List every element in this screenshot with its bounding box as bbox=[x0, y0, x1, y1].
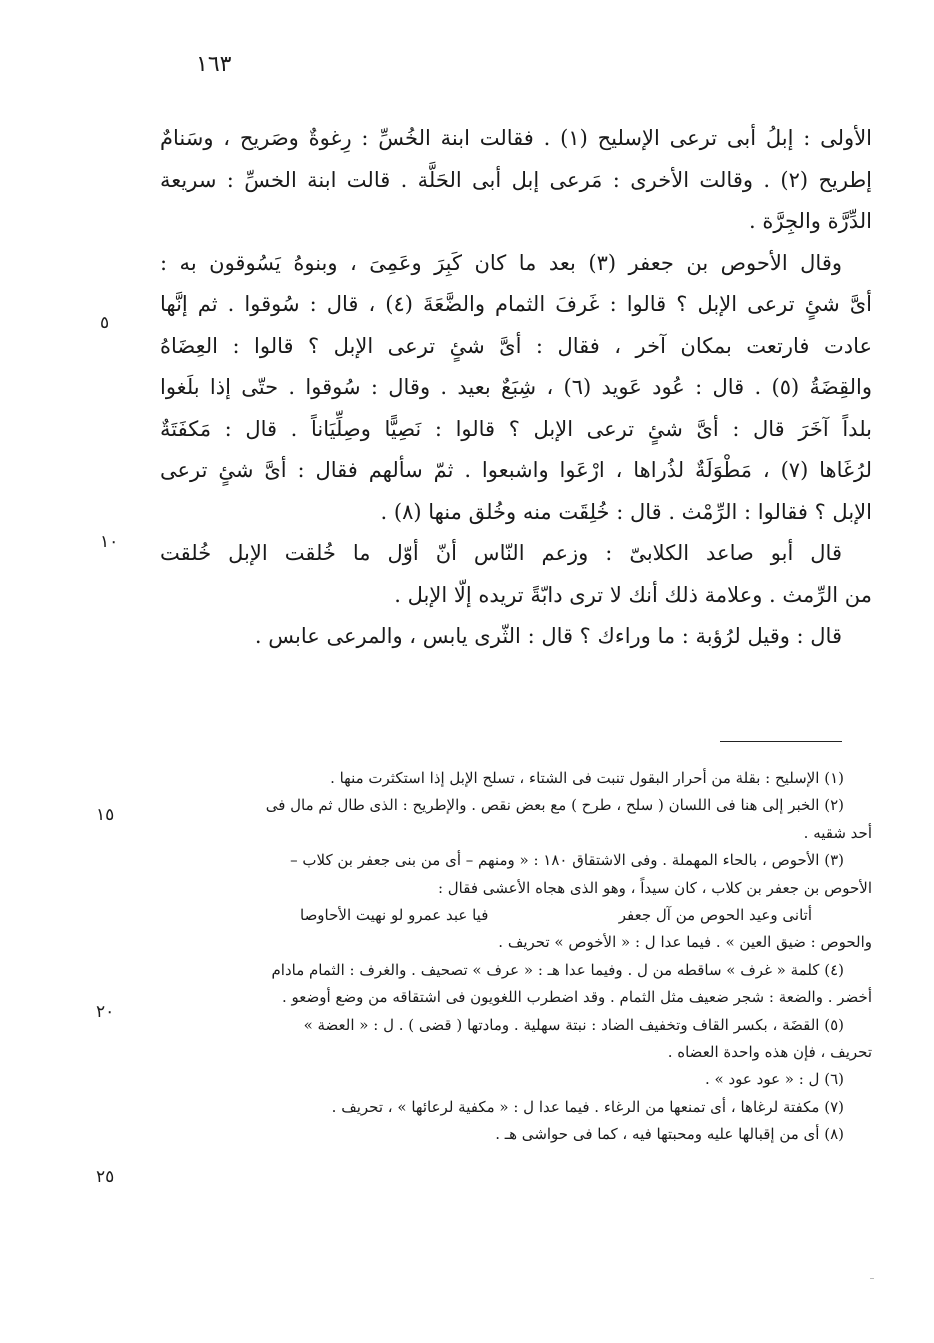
text-line: بلداً آخَرَ قال : أىَّ شئٍ ترعى الإبل ؟ قالوا : نَصِيًّا وصِلِّيَاناً . قال : مَكفَتَةٌ bbox=[160, 416, 872, 441]
footnote-line: تحريف ، فإن هذه واحدة العضاه . bbox=[667, 1042, 872, 1061]
text-line: من الرِّمث . وعلامة ذلك أنك لا ترى دابّةً تريده إلّا الإبل . bbox=[394, 582, 872, 607]
footnote-separator bbox=[720, 741, 842, 742]
footnote-line: (٦) ل : « عود عود » . bbox=[705, 1070, 844, 1089]
text-line: الإبل ؟ فقالوا : الرِّمْث . قال : خُلِقَت منه وخُلق منها (٨) . bbox=[380, 499, 872, 524]
verse-line bbox=[160, 902, 872, 929]
footnote-line: (٣) الأحوص ، بالحاء المهملة . وفى الاشتقاق ١٨٠ : « ومنهم – أى من بنى جعفر بن كلاب – bbox=[290, 851, 844, 870]
line-marker: ١٥ bbox=[96, 805, 115, 825]
text-line: قال أبو صاعد الكلابىّ : وزعم النّاس أنّ أوّل ما خُلقت الإبل خُلقت bbox=[160, 541, 842, 565]
text-line: إطريح (٢) . وقالت الأخرى : مَرعى إبل أبى الحَلَّة . قالت ابنة الخسِّ : سريعة bbox=[160, 167, 872, 192]
page-number: ١٦٣ bbox=[196, 52, 232, 77]
text-line: عادت فارتعت بمكان آخر ، فقال : أىَّ شئٍ ترعى الإبل ؟ قالوا : العِضَاهُ bbox=[160, 333, 872, 358]
footnotes bbox=[160, 765, 872, 1148]
scan-mark bbox=[870, 1278, 874, 1279]
footnote-line: (٥) القضَة ، بكسر القاف وتخفيف الضاد : نبتة سهلية . ومادتها ( قضى ) . ل : « العضة » bbox=[303, 1015, 844, 1034]
text-line: والقِضَةُ (٥) . قال : عُود عَويد (٦) ، شِبَعٌ بعيد . وقال : سُوقوا . حتّى إذا بلَغوا bbox=[160, 375, 872, 399]
text-line: الدِّرَّة والجِرَّة . bbox=[749, 209, 872, 233]
footnote-line: الأحوص بن جعفر بن كلاب ، كان سيداً ، وهو الذى هجاه الأعشى فقال : bbox=[437, 878, 872, 897]
text-line: لرُغَاها (٧) ، مَطْوَلَةٌ لذُراها ، ارْعَوا واشبعوا . ثمّ سألهم فقال : أىَّ شئٍ ترعى bbox=[160, 458, 872, 482]
text-line: الأولى : إبلُ أبى ترعى الإسليح (١) . فقالت ابنة الخُسِّ : رِغوةٌ وصَريح ، وسَنامٌ bbox=[160, 126, 872, 150]
footnote-line: (٨) أى من إقبالها عليه ومحبتها فيه ، كما فى حواشى هـ . bbox=[495, 1125, 844, 1144]
footnote-line: أحد شقيه . bbox=[803, 823, 872, 842]
text-line: قال : وقيل لرُؤبة : ما وراءك ؟ قال : الثّرى يابس ، والمرعى عابس . bbox=[254, 624, 842, 648]
footnote-line: أخضر . والضعة : شجر ضعيف مثل الثمام . وقد اضطرب اللغويون فى اشتقاقه من وضع أوضعو . bbox=[281, 988, 872, 1007]
text-line: أىَّ شئٍ ترعى الإبل ؟ قالوا : غَرفَ الثمام والضَّعَةَ (٤) ، قال : سُوقوا . ثم إنَّها bbox=[160, 292, 872, 316]
line-marker: ٥ bbox=[100, 313, 110, 333]
footnote-line: (٧) مكفتة لرغاها ، أى تمنعها من الرغاء . فيما عدا ل : « مكفية لرعائها » ، تحريف . bbox=[331, 1097, 844, 1116]
text-line: وقال الأحوص بن جعفر (٣) بعد ما كان كَبِرَ وعَمِىَ ، وبنوهُ يَسُوقون به : bbox=[160, 250, 842, 275]
footnote-line: (٢) الخبر إلى هنا فى اللسان ( سلح ، طرح ) مع بعض نقص . والإطريح : الذى طال ثم مال فى bbox=[265, 796, 844, 815]
line-marker: ١٠ bbox=[100, 532, 119, 552]
main-text bbox=[160, 118, 872, 658]
verse-hemistich-2: فيا عبد عمرو لو نهيت الأحاوصا bbox=[300, 905, 489, 924]
footnote-line: والحوص : ضيق العين » . فيما عدا ل : « الأخوص » تحريف . bbox=[498, 933, 872, 952]
footnote-line: (٤) كلمة « غرف » ساقطه من ل . وفيما عدا هـ : « عرف » تصحيف . والغرف : الثمام مادام bbox=[271, 960, 844, 979]
line-marker: ٢٥ bbox=[96, 1167, 115, 1187]
verse-hemistich-1: أتانى وعيد الحوص من آل جعفر bbox=[618, 905, 812, 924]
line-marker: ٢٠ bbox=[96, 1002, 115, 1022]
footnote-line: (١) الإسليح : بقلة من أحرار البقول تنبت فى الشتاء ، تسلح الإبل إذا استكثرت منها . bbox=[330, 769, 844, 787]
